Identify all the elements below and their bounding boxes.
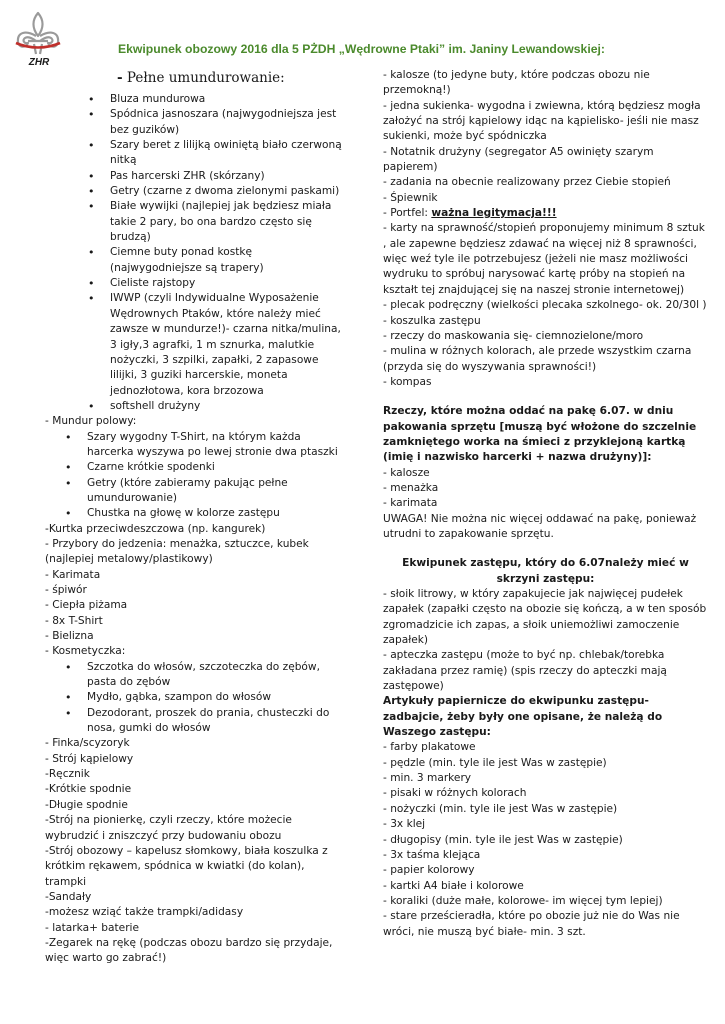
items-list-a	[45, 522, 345, 660]
pack-heading: Rzeczy, które można oddać na pakę 6.07. w dniu pakowania sprzętu [muszą być włożone do szczelnie zamkniętego worka na śmieci z przyklejoną kartką (imię i nazwisko harcerki + nazwa drużyny)]:	[383, 405, 697, 464]
list-item: - Przybory do jedzenia: menażka, sztuczce, kubek (najlepiej metalowy/plastikowy)	[45, 537, 309, 566]
page-title: Ekwipunek obozowy 2016 dla 5 PŻDH „Wędrowne Ptaki” im. Janiny Lewandowskiej:	[118, 42, 605, 56]
list-item: - Śpiewnik	[383, 191, 438, 204]
list-item: • Mydło, gąbka, szampon do włosów	[45, 690, 345, 705]
list-item: - farby plakatowe	[383, 741, 476, 754]
list-item: - kartki A4 białe i kolorowe	[383, 879, 524, 892]
patrol-heading: Ekwipunek zastępu, który do 6.07należy mieć w skrzyni zastępu:	[402, 557, 689, 585]
list-item: -Długie spodnie	[45, 798, 128, 811]
list-item: - Finka/scyzoryk	[45, 737, 130, 750]
list-item: - rzeczy do maskowania się- ciemnozielone/moro	[383, 329, 644, 342]
list-item: - menażka	[383, 481, 439, 494]
cosmetics-list	[45, 660, 345, 737]
list-item: - mulina w różnych kolorach, ale przede wszystkim czarna (przyda się do wyszywania sprawności!)	[383, 345, 692, 373]
list-item: • Dezodorant, proszek do prania, chusteczki do nosa, gumki do włosów	[45, 706, 345, 737]
list-item-wallet: - Portfel: ważna legitymacja!!!	[383, 207, 557, 220]
uniform-list	[45, 92, 345, 414]
list-item: • Szary beret z lilijką owiniętą biało czerwoną nitką	[45, 138, 345, 169]
paper-heading: Artykuły papiernicze do ekwipunku zastępu- zadbajcie, żeby były one opisane, że należą do Waszego zastępu:	[383, 695, 663, 739]
right-column	[383, 68, 708, 940]
list-item: - koszulka zastępu	[383, 314, 481, 327]
list-item: - zadania na obecnie realizowany przez Ciebie stopień	[383, 176, 671, 189]
list-item: - Kosmetyczka:	[45, 645, 126, 658]
list-item: - kompas	[383, 375, 432, 388]
list-item: - Karimata	[45, 568, 101, 581]
list-item: • Bluza mundurowa	[45, 92, 345, 107]
list-item: - 3x klej	[383, 818, 426, 831]
list-item: -Strój na pionierkę, czyli rzeczy, które możecie wybrudzić i zniszczyć przy budowaniu obozu	[45, 814, 292, 842]
important-id-note: ważna legitymacja!!!	[431, 207, 557, 220]
list-item: - 8x T-Shirt	[45, 614, 103, 627]
list-item: - Ciepła piżama	[45, 599, 128, 612]
list-item: • Szczotka do włosów, szczoteczka do zębów, pasta do zębów	[45, 660, 345, 691]
list-item: - pędzle (min. tyle ile jest Was w zastępie)	[383, 756, 607, 769]
list-item: • Spódnica jasnoszara (najwygodniejsza jest bez guzików)	[45, 107, 345, 138]
list-item: - karimata	[383, 497, 438, 510]
list-item: - Notatnik drużyny (segregator A5 owinięty szarym papierem)	[383, 145, 654, 174]
list-item: - długopisy (min. tyle ile jest Was w zastępie)	[383, 833, 623, 846]
list-item: - plecak podręczny (wielkości plecaka szkolnego- ok. 20/30l )	[383, 299, 707, 312]
list-item: -Krótkie spodnie	[45, 783, 132, 796]
list-item: • Białe wywijki (najlepiej jak będziesz miała takie 2 pary, bo ona bardzo często się brudzą)	[45, 199, 345, 245]
pack-warning: UWAGA! Nie można nic więcej oddawać na pakę, ponieważ utrudni to zapakowanie sprzętu.	[383, 512, 697, 540]
list-item: -Zegarek na rękę (podczas obozu bardzo się przydaje, więc warto go zabrać!)	[45, 936, 333, 965]
list-item: - kalosze	[383, 466, 430, 479]
list-item: - apteczka zastępu (może to być np. chlebak/torebka zakładana przez ramię) (spis rzeczy do apteczki mają zastępowe)	[383, 649, 667, 693]
list-item: -Ręcznik	[45, 768, 90, 781]
list-item: - stare prześcieradła, które po obozie już nie do Was nie wróci, nie muszą być białe- min. 3 szt.	[383, 910, 680, 938]
list-item: • Pas harcerski ZHR (skórzany)	[45, 169, 345, 184]
list-item: -Sandały	[45, 890, 92, 903]
spacer	[383, 390, 708, 404]
list-item: -Kurtka przeciwdeszczowa (np. kangurek)	[45, 522, 266, 535]
paper-list	[383, 740, 708, 939]
list-item: -możesz wziąć także trampki/adidasy	[45, 906, 244, 919]
list-item: - min. 3 markery	[383, 772, 472, 785]
items-list-b	[45, 736, 345, 966]
list-item: - Strój kąpielowy	[45, 752, 134, 765]
items-list-c	[383, 68, 708, 390]
list-item: • softshell drużyny	[45, 399, 345, 414]
zhr-logo	[12, 10, 64, 70]
list-item: • Czarne krótkie spodenki	[45, 460, 345, 475]
list-item: - Bielizna	[45, 630, 94, 643]
list-item: • Ciemne buty ponad kostkę (najwygodniejsze są trapery)	[45, 245, 345, 276]
list-item: • Szary wygodny T-Shirt, na którym każda harcerka wyszywa po lewej stronie dwa ptaszki	[45, 430, 345, 461]
list-item: • Getry (czarne z dwoma zielonymi paskami)	[45, 184, 345, 199]
list-item: - kalosze (to jedyne buty, które podczas obozu nie przemokną!)	[383, 69, 650, 97]
left-column	[45, 68, 345, 967]
list-item: - jedna sukienka- wygodna i zwiewna, którą będziesz mogła założyć na strój kąpielowy idąc na kąpielisko- jeśli nie masz sukienki, może być spódniczka	[383, 99, 701, 143]
list-item: • IWWP (czyli Indywidualne Wyposażenie Wędrownych Ptaków, które należy mieć zawsze w mundurze!)- czarna nitka/mulina, 3 igły,3 agrafki, 1 m sznurka, malutkie nożyczki, 3 szpilki, zapałki, 2 zapasowe lilijki, 3 guziki harcerskie, moneta jednozłotowa, kora brzozowa	[45, 291, 345, 398]
list-item: • Chustka na głowę w kolorze zastępu	[45, 506, 345, 521]
list-item: - pisaki w różnych kolorach	[383, 787, 527, 800]
list-item: - śpiwór	[45, 584, 87, 596]
list-item: • Cieliste rajstopy	[45, 276, 345, 291]
list-item: - słoik litrowy, w który zapakujecie jak najwięcej pudełek zapałek (zapałki często na obozie się kończą, a w ten sposób zgromadzicie ich zapas, a słoik uniemożliwi zamoczenie zapałek)	[383, 588, 707, 647]
spacer	[383, 542, 708, 556]
list-item: - latarka+ baterie	[45, 921, 140, 934]
list-item: - koraliki (duże małe, kolorowe- im więcej tym lepiej)	[383, 894, 663, 907]
list-item: -Strój obozowy – kapelusz słomkowy, biała koszulka z krótkim rękawem, spódnica w kwiatki (do kolan), trampki	[45, 844, 328, 888]
full-uniform-heading: - Pełne umundurowanie:	[117, 70, 285, 86]
field-uniform-heading: - Mundur polowy:	[45, 415, 137, 428]
list-item: • Getry (które zabieramy pakując pełne umundurowanie)	[45, 476, 345, 507]
list-item: - karty na sprawność/stopień proponujemy minimum 8 sztuk , ale zapewne będziesz zdawać na więcej niż 8 sprawności, więc weź tyle ile potrzebujesz (jeżeli nie masz możliwości wydruku to spróbuj narysować kartę próby na stopień na kształt tej znajdującej się na naszej stronie internetowej)	[383, 222, 705, 296]
list-item: - nożyczki (min. tyle ile jest Was w zastępie)	[383, 802, 618, 815]
list-item: - 3x taśma klejąca	[383, 848, 481, 861]
list-item: - papier kolorowy	[383, 864, 475, 877]
logo-text: ZHR	[28, 57, 50, 68]
field-uniform-list	[45, 430, 345, 522]
